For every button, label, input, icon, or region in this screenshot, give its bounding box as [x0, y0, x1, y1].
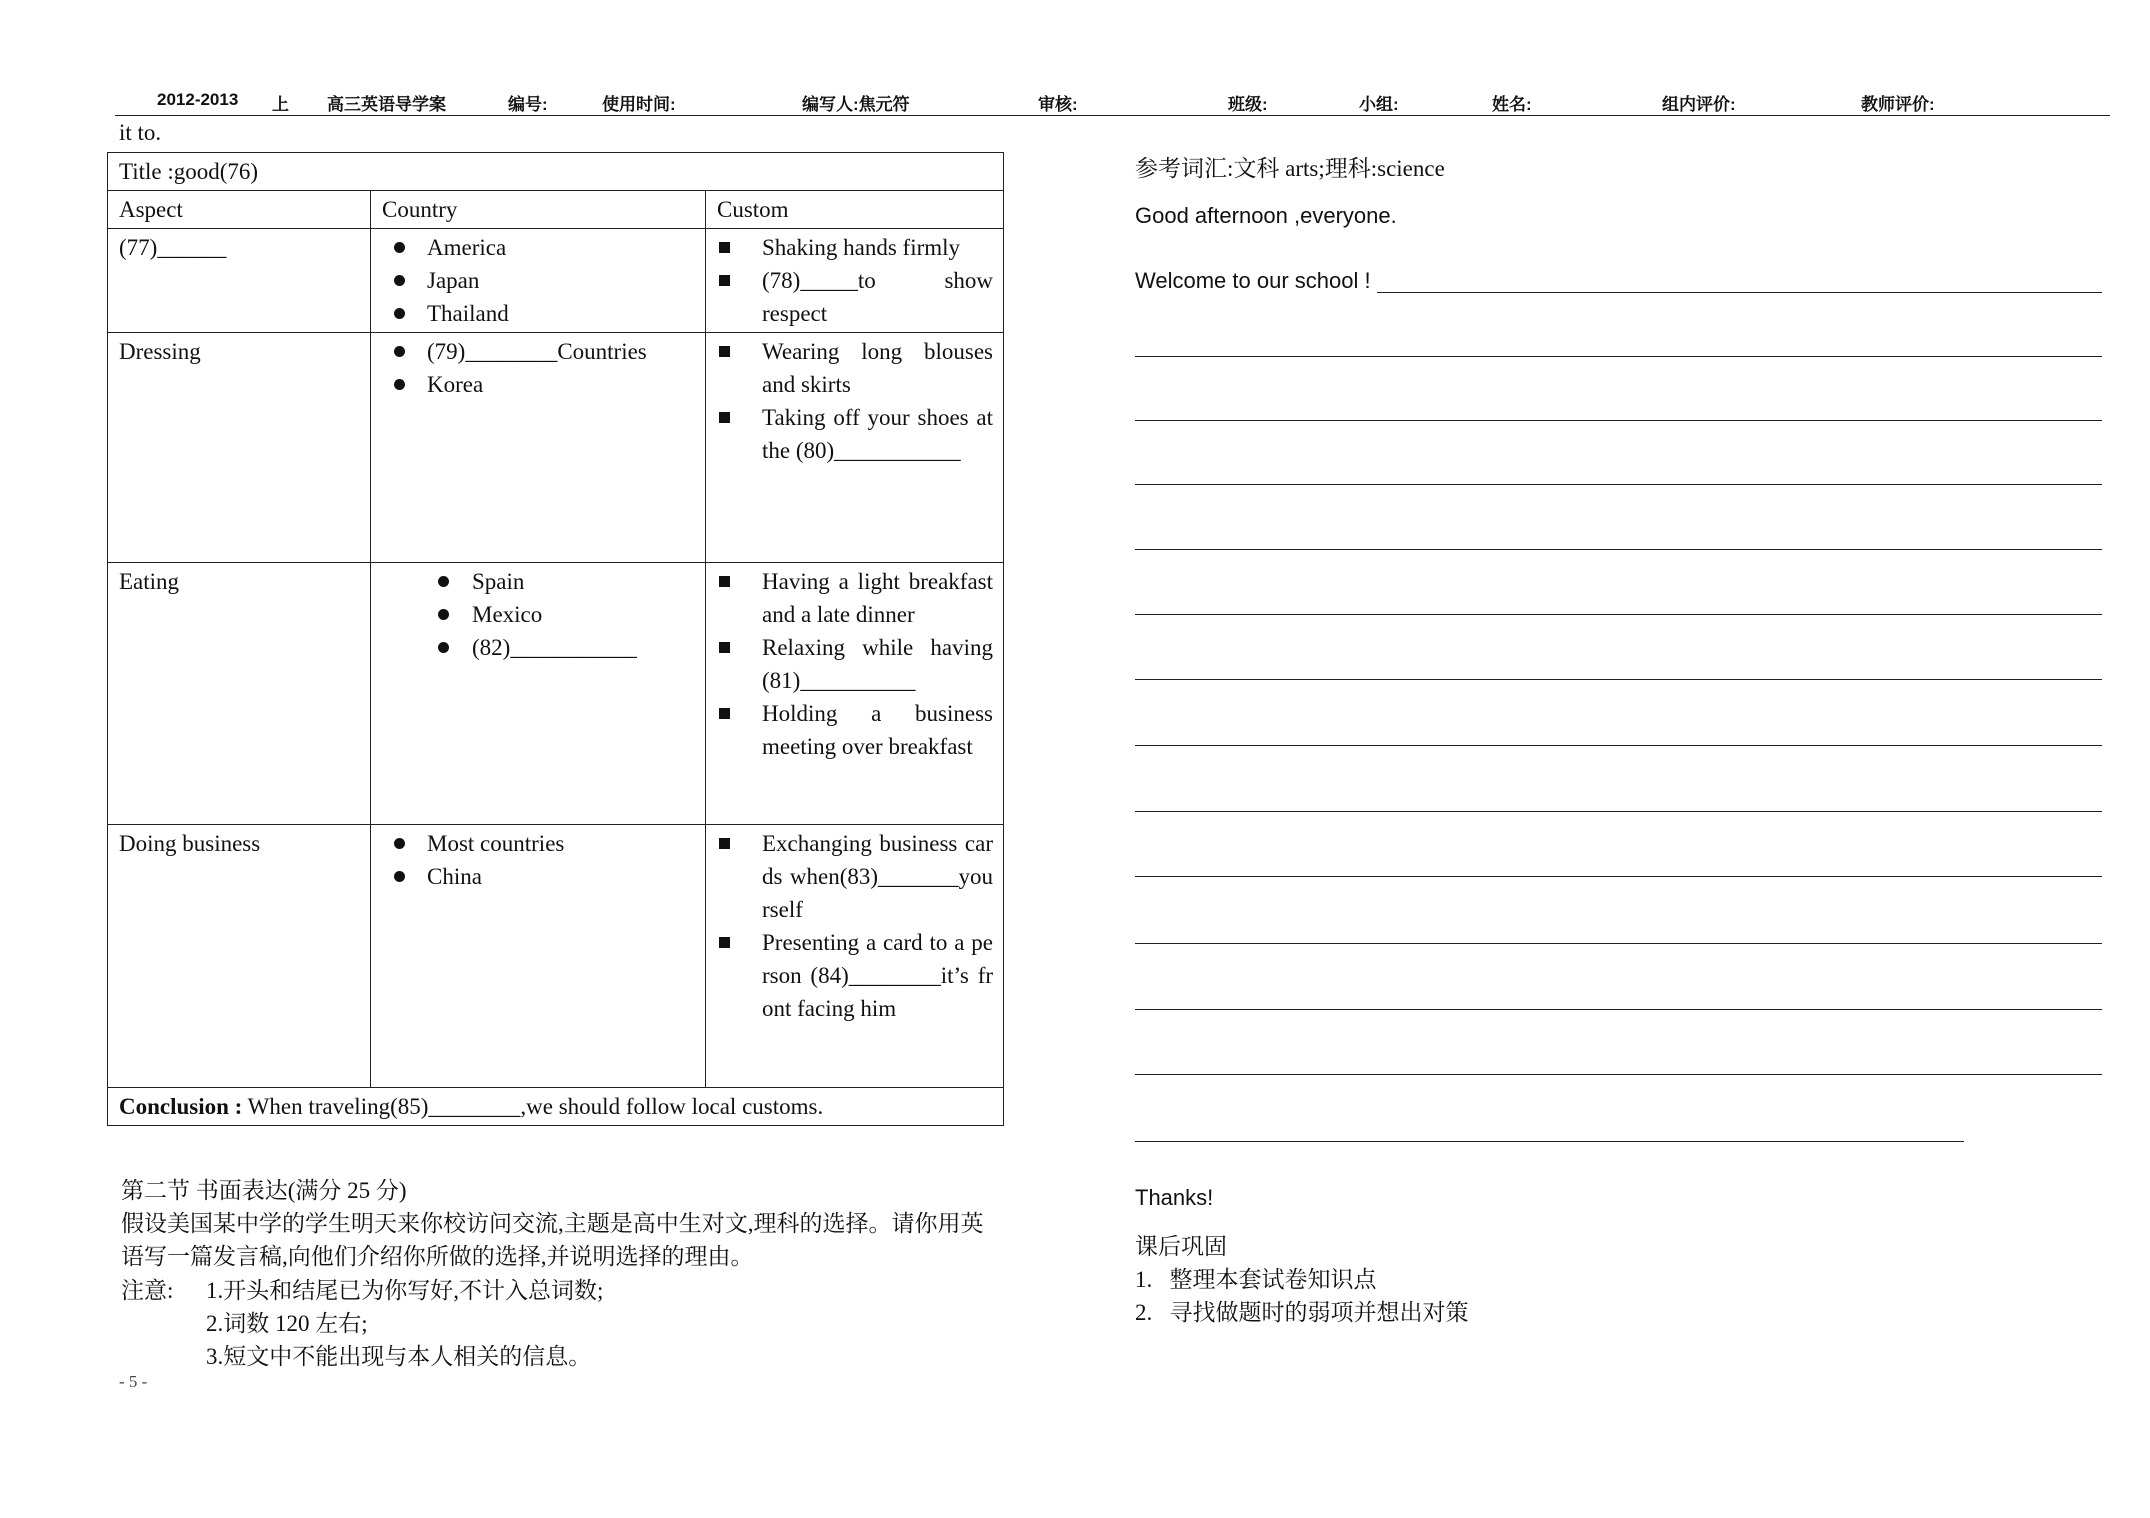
list-item: (78)_____to show respect [717, 264, 993, 330]
writing-line [1135, 1009, 2102, 1010]
custom-cell [706, 563, 1004, 825]
aspect-cell: Doing business [108, 825, 371, 1088]
continuation-text: it to. [119, 120, 162, 145]
writing-line [1135, 1074, 2102, 1075]
list-item: Thailand [382, 297, 695, 330]
header-group-label: 小组: [1359, 95, 1399, 114]
custom-cell [706, 825, 1004, 1088]
after-class-title: 课后巩固 [1135, 1234, 1227, 1259]
table-title-row [108, 153, 1004, 191]
table-header-row [108, 191, 1004, 229]
custom-cell [706, 333, 1004, 563]
aspect-cell: (77)______ [108, 229, 371, 333]
conclusion-cell [108, 1088, 1004, 1126]
list-item: China [382, 860, 695, 893]
table-row [108, 563, 1004, 825]
header-subject: 高三英语导学案 [327, 95, 446, 114]
writing-line [1135, 356, 2102, 357]
header-rule [115, 115, 2110, 116]
header-number-label: 编号: [508, 95, 548, 114]
list-item: Most countries [382, 827, 695, 860]
list-item: Japan [382, 264, 695, 297]
conclusion-label: Conclusion : [119, 1094, 243, 1119]
column-header-custom: Custom [706, 191, 1004, 229]
writing-line [1135, 679, 2102, 680]
after-class-task: 2. 寻找做题时的弱项并想出对策 [1135, 1300, 1469, 1325]
column-header-country: Country [371, 191, 706, 229]
aspect-cell: Eating [108, 563, 371, 825]
speech-greeting: Good afternoon ,everyone. [1135, 203, 1397, 228]
list-item: Shaking hands firmly [717, 231, 993, 264]
writing-section-title: 第二节 书面表达(满分 25 分) [121, 1178, 407, 1203]
after-class-task: 1. 整理本套试卷知识点 [1135, 1267, 1377, 1292]
header-name-label: 姓名: [1492, 95, 1532, 114]
header-review-label: 审核: [1038, 95, 1078, 114]
table-row [108, 825, 1004, 1088]
writing-line [1135, 745, 2102, 746]
list-item: Korea [382, 368, 695, 401]
list-item: Spain [382, 565, 695, 598]
conclusion-text: When traveling(85)________,we should follow local customs. [242, 1094, 824, 1119]
aspect-cell: Dressing [108, 333, 371, 563]
note-item: 3.短文中不能出现与本人相关的信息。 [206, 1344, 592, 1369]
header-term: 上 [272, 95, 289, 114]
speech-welcome: Welcome to our school ! [1135, 268, 1377, 294]
writing-line [1135, 811, 2102, 812]
note-item: 1.开头和结尾已为你写好,不计入总词数; [206, 1278, 604, 1303]
list-item: America [382, 231, 695, 264]
list-item: Presenting a card to a person (84)________it’s front facing him [717, 926, 993, 1025]
list-item: Mexico [382, 598, 695, 631]
column-header-aspect: Aspect [108, 191, 371, 229]
list-item: Having a light breakfast and a late dinner [717, 565, 993, 631]
conclusion-row [108, 1088, 1004, 1126]
list-item: Wearing long blouses and skirts [717, 335, 993, 401]
writing-line [1135, 549, 2102, 550]
note-item: 2.词数 120 左右; [206, 1311, 368, 1336]
list-item: Relaxing while having (81)__________ [717, 631, 993, 697]
header-teacher-eval-label: 教师评价: [1861, 95, 1935, 114]
writing-line [1135, 484, 2102, 485]
header-group-eval-label: 组内评价: [1662, 95, 1736, 114]
writing-line [1135, 614, 2102, 615]
list-item: Holding a business meeting over breakfast [717, 697, 993, 763]
country-cell [371, 333, 706, 563]
table-row [108, 333, 1004, 563]
list-item: Exchanging business cards when(83)_______yourself [717, 827, 993, 926]
header-class-label: 班级: [1228, 95, 1268, 114]
writing-prompt-line-2: 语写一篇发言稿,向他们介绍你所做的选择,并说明选择的理由。 [121, 1244, 754, 1269]
table-title: Title :good(76) [108, 153, 1004, 191]
list-item: (82)___________ [382, 631, 695, 664]
writing-line [1135, 1141, 1964, 1142]
page-number: - 5 - [119, 1372, 148, 1391]
reference-vocabulary: 参考词汇:文科 arts;理科:science [1135, 156, 1445, 181]
country-cell [371, 229, 706, 333]
header-time-label: 使用时间: [602, 95, 676, 114]
writing-line [1135, 943, 2102, 944]
custom-cell [706, 229, 1004, 333]
list-item: (79)________Countries [382, 335, 695, 368]
writing-prompt-line-1: 假设美国某中学的学生明天来你校访问交流,主题是高中生对文,理科的选择。请你用英 [121, 1211, 984, 1236]
speech-thanks: Thanks! [1135, 1185, 1214, 1210]
country-cell [371, 825, 706, 1088]
list-item: Taking off your shoes at the (80)___________ [717, 401, 993, 467]
customs-table [107, 152, 1004, 1126]
writing-line [1135, 420, 2102, 421]
note-label: 注意: [121, 1278, 174, 1303]
header-author-label: 编写人:焦元符 [802, 95, 910, 114]
country-cell [371, 563, 706, 825]
table-row [108, 229, 1004, 333]
header-year: 2012-2013 [157, 90, 239, 109]
writing-line [1135, 876, 2102, 877]
